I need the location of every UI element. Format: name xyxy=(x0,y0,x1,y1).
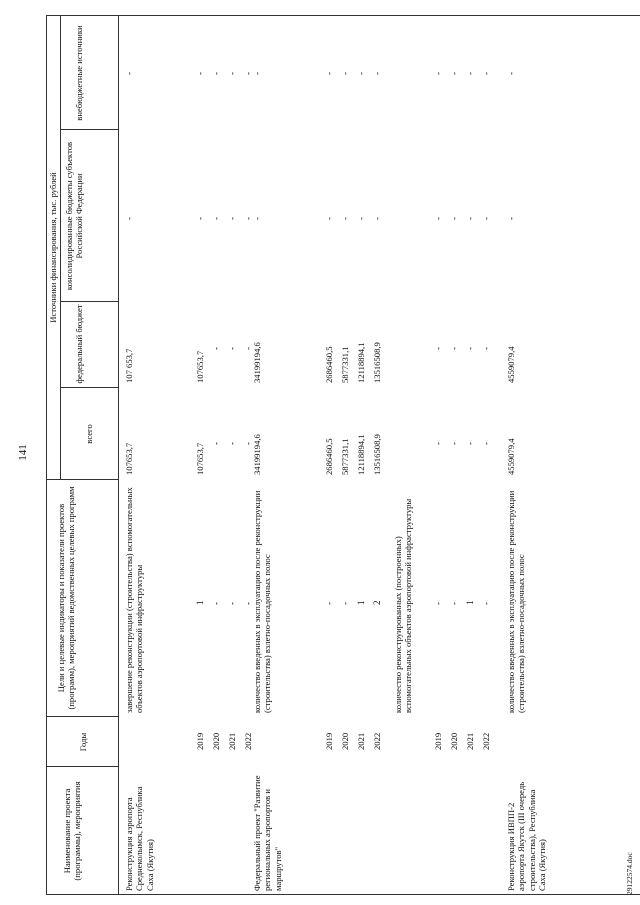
header-bottom-line xyxy=(118,15,119,895)
block1-year-federal: - xyxy=(211,347,221,350)
block2-year-regional: - xyxy=(356,217,366,220)
header-sources: Источники финансирования, тыс. рублей xyxy=(48,172,58,323)
block2-year-federal: 13516508,9 xyxy=(372,342,382,383)
block2-regional: - xyxy=(252,217,262,220)
col-sep-0 xyxy=(46,894,640,895)
block2-year: 2019 xyxy=(324,732,334,750)
block1-year-total: - xyxy=(227,442,237,445)
block2-year2-extra: - xyxy=(465,72,475,75)
block1-ind-value: - xyxy=(211,602,221,605)
block1-regional: - xyxy=(124,217,134,220)
block1-year: 2022 xyxy=(243,732,253,750)
block3-total: 4559079,4 xyxy=(506,438,516,475)
block2-ind2-value: 1 xyxy=(465,600,475,605)
block1-year-extra: - xyxy=(195,72,205,75)
block2-total: 34199194,6 xyxy=(252,434,262,475)
block1-ind-value: - xyxy=(243,602,253,605)
block1-year-regional: - xyxy=(227,217,237,220)
block2-year2-regional: - xyxy=(465,217,475,220)
header-regional: консолидированные бюджеты субъектов Российской Федерации xyxy=(64,141,85,291)
block2-year2: 2021 xyxy=(465,732,475,750)
footer-filename: 29122574.doc xyxy=(625,852,634,895)
block2-year-total: 13516508,9 xyxy=(372,434,382,475)
block2-year-regional: - xyxy=(340,217,350,220)
col-sep-7 xyxy=(46,15,640,16)
block2-year2-total: - xyxy=(465,442,475,445)
block1-name: Реконструкция аэропорта Среднеколымск, Республика Саха (Якутия) xyxy=(124,786,155,891)
block1-ind-value: - xyxy=(227,602,237,605)
block2-indicator2: количество реконструированных (построенных) вспомогательных объектов аэропортовой инфраструктуры xyxy=(393,498,414,713)
block1-indicator: завершение реконструкции (строительства) вспомогательных объектов аэропортовой инфраструктуры xyxy=(124,487,145,713)
block2-year2-total: - xyxy=(433,442,443,445)
block2-year2-extra: - xyxy=(449,72,459,75)
block2-year2-extra: - xyxy=(481,72,491,75)
block1-year: 2021 xyxy=(227,732,237,750)
block2-year2-federal: - xyxy=(449,347,459,350)
block1-year-regional: - xyxy=(211,217,221,220)
block2-ind2-value: - xyxy=(449,602,459,605)
block2-year2-regional: - xyxy=(481,217,491,220)
block1-year-extra: - xyxy=(243,72,253,75)
block2-year-federal: 12118894,1 xyxy=(356,342,366,383)
block2-federal: 34199194,6 xyxy=(252,342,262,383)
block1-year-federal: - xyxy=(227,347,237,350)
block2-year-total: 5877331,1 xyxy=(340,438,350,475)
block3-extra: - xyxy=(506,72,516,75)
block2-year2-total: - xyxy=(481,442,491,445)
block2-name: Федеральный проект "Развитие региональных аэропортов и маршрутов" xyxy=(252,775,283,891)
table-top-line xyxy=(46,15,47,895)
block2-year-extra: - xyxy=(356,72,366,75)
block2-ind-value: - xyxy=(324,602,334,605)
block2-year2-federal: - xyxy=(465,347,475,350)
block2-year: 2021 xyxy=(356,732,366,750)
block2-year2: 2020 xyxy=(449,732,459,750)
block3-indicator: количество введенных в эксплуатацию после реконструкции (строительства) взлетно-посадочных полос xyxy=(506,490,527,713)
block1-year-federal: - xyxy=(243,347,253,350)
header-years: Годы xyxy=(78,732,88,752)
block1-year-regional: - xyxy=(243,217,253,220)
block1-year-federal: 107653,7 xyxy=(195,350,205,383)
block1-extra: - xyxy=(124,72,134,75)
header-extra: внебюджетные источники xyxy=(74,25,84,121)
header-name: Наименование проекта (программы), мероприятия xyxy=(62,781,83,881)
page-number: 141 xyxy=(17,444,29,461)
block2-year2: 2022 xyxy=(481,732,491,750)
block1-total: 107653,7 xyxy=(124,442,134,475)
header-total: всего xyxy=(84,424,94,444)
block3-federal: 4559079,4 xyxy=(506,346,516,383)
block3-name: Реконструкция ИВПП-2 аэропорта Якутск (III очередь строительства), Республика Саха (Якутия) xyxy=(506,781,548,891)
block1-year-total: - xyxy=(243,442,253,445)
block1-ind-value: 1 xyxy=(195,600,205,605)
block3-regional: - xyxy=(506,217,516,220)
block2-year-regional: - xyxy=(324,217,334,220)
col-sep-6 xyxy=(60,129,118,130)
block2-year-regional: - xyxy=(372,217,382,220)
block2-extra: - xyxy=(252,72,262,75)
block2-year-extra: - xyxy=(324,72,334,75)
col-sep-2 xyxy=(46,716,118,717)
block2-year-federal: 5877331,1 xyxy=(340,346,350,383)
block2-year: 2020 xyxy=(340,732,350,750)
block2-year2-federal: - xyxy=(433,347,443,350)
block2-year-extra: - xyxy=(340,72,350,75)
block2-year-extra: - xyxy=(372,72,382,75)
block1-year-extra: - xyxy=(227,72,237,75)
block2-year: 2022 xyxy=(372,732,382,750)
block1-federal: 107 653,7 xyxy=(124,348,134,383)
block2-year-total: 2686460,5 xyxy=(324,438,334,475)
block2-indicator: количество введенных в эксплуатацию после реконструкции (строительства) взлетно-посадочных полос xyxy=(252,490,273,713)
block1-year-extra: - xyxy=(211,72,221,75)
block2-year2: 2019 xyxy=(433,732,443,750)
block2-ind-value: 1 xyxy=(356,600,366,605)
block1-year: 2019 xyxy=(195,732,205,750)
header-goals: Цели и целевые индикаторы и показатели проектов (программ), мероприятий ведомственных целевых программ xyxy=(56,486,77,710)
block2-year-federal: 2686460,5 xyxy=(324,346,334,383)
block2-ind-value: 2 xyxy=(372,600,382,605)
block1-year-regional: - xyxy=(195,217,205,220)
block2-year2-regional: - xyxy=(449,217,459,220)
block2-year2-regional: - xyxy=(433,217,443,220)
block1-year-total: 107653,7 xyxy=(195,442,205,475)
block1-year-total: - xyxy=(211,442,221,445)
col-sep-5 xyxy=(60,301,118,302)
block2-year-total: 12118894,1 xyxy=(356,434,366,475)
block2-ind2-value: - xyxy=(433,602,443,605)
block2-year2-extra: - xyxy=(433,72,443,75)
block2-year2-federal: - xyxy=(481,347,491,350)
block1-year: 2020 xyxy=(211,732,221,750)
block2-year2-total: - xyxy=(449,442,459,445)
header-federal: федеральный бюджет xyxy=(74,304,84,384)
block2-ind-value: - xyxy=(340,602,350,605)
block2-ind2-value: - xyxy=(481,602,491,605)
col-sep-1 xyxy=(46,766,118,767)
sources-line xyxy=(60,15,61,480)
